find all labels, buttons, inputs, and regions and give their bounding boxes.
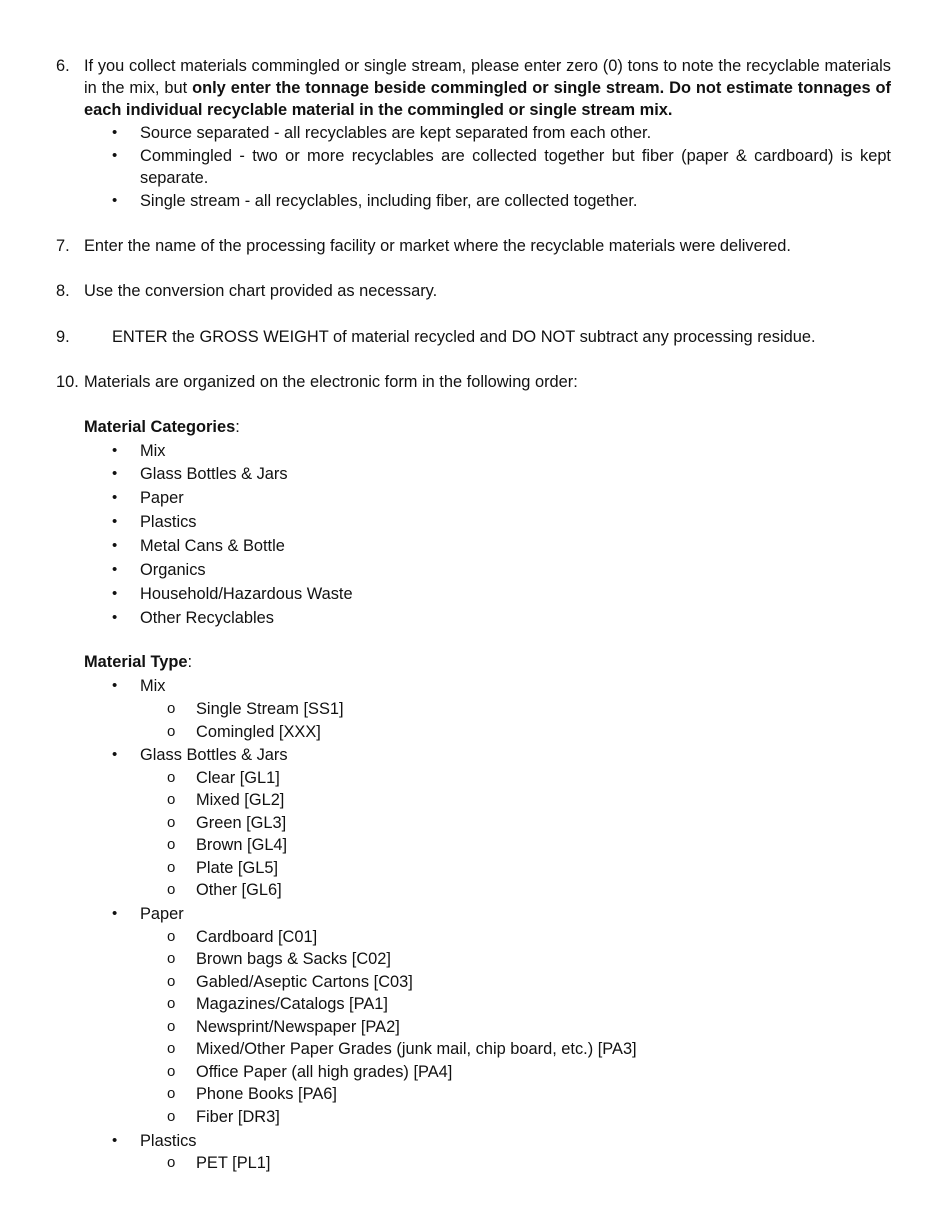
bullet-icon: •: [112, 465, 118, 482]
item-9-text: ENTER the GROSS WEIGHT of material recycled and DO NOT subtract any processing residue.: [112, 328, 816, 346]
bullet-icon: •: [112, 147, 118, 164]
item-10-text: Materials are organized on the electronic form in the following order:: [84, 373, 578, 391]
circle-bullet-icon: o: [167, 1040, 176, 1057]
category-item: Other Recyclables: [140, 609, 274, 627]
bullet-icon: •: [112, 609, 118, 626]
type-item: Green [GL3]: [196, 814, 287, 832]
type-item: Comingled [XXX]: [196, 723, 321, 741]
type-item: PET [PL1]: [196, 1154, 271, 1172]
type-item: Phone Books [PA6]: [196, 1085, 337, 1103]
item-6-paragraph: [84, 55, 891, 121]
circle-bullet-icon: o: [167, 859, 176, 876]
circle-bullet-icon: o: [167, 1085, 176, 1102]
circle-bullet-icon: o: [167, 700, 176, 717]
item-8-text: Use the conversion chart provided as necessary.: [84, 282, 438, 300]
circle-bullet-icon: o: [167, 836, 176, 853]
type-item: Plate [GL5]: [196, 859, 279, 877]
circle-bullet-icon: o: [167, 950, 176, 967]
bullet-icon: •: [112, 489, 118, 506]
type-item: Fiber [DR3]: [196, 1108, 280, 1126]
item-9-number: 9.: [56, 328, 70, 346]
type-item: Office Paper (all high grades) [PA4]: [196, 1063, 453, 1081]
type-item: Other [GL6]: [196, 881, 282, 899]
bullet-icon: •: [112, 192, 118, 209]
circle-bullet-icon: o: [167, 814, 176, 831]
type-group-name: Paper: [140, 905, 184, 923]
category-item: Metal Cans & Bottle: [140, 537, 285, 555]
category-item: Household/Hazardous Waste: [140, 585, 353, 603]
type-item: Magazines/Catalogs [PA1]: [196, 995, 388, 1013]
type-item: Single Stream [SS1]: [196, 700, 344, 718]
type-group-name: Plastics: [140, 1132, 197, 1150]
type-item: Brown bags & Sacks [C02]: [196, 950, 391, 968]
circle-bullet-icon: o: [167, 791, 176, 808]
circle-bullet-icon: o: [167, 1063, 176, 1080]
circle-bullet-icon: o: [167, 769, 176, 786]
circle-bullet-icon: o: [167, 1018, 176, 1035]
circle-bullet-icon: o: [167, 1154, 176, 1171]
item-6-bullet-source-separated: Source separated - all recyclables are kept separated from each other.: [140, 124, 652, 142]
bullet-icon: •: [112, 746, 118, 763]
bullet-icon: •: [112, 585, 118, 602]
type-item: Mixed/Other Paper Grades (junk mail, chip board, etc.) [PA3]: [196, 1040, 637, 1058]
bullet-icon: •: [112, 442, 118, 459]
type-item: Newsprint/Newspaper [PA2]: [196, 1018, 400, 1036]
bullet-icon: •: [112, 1132, 118, 1149]
type-item: Clear [GL1]: [196, 769, 280, 787]
material-type-heading: Material Type:: [84, 653, 193, 671]
bullet-icon: •: [112, 537, 118, 554]
type-group-name: Glass Bottles & Jars: [140, 746, 288, 764]
item-6-bold-text: only enter the tonnage beside commingled or single stream. Do not estimate tonnages of each individual recyclable material in the commingled or single stream mix.: [84, 79, 891, 119]
circle-bullet-icon: o: [167, 928, 176, 945]
type-item: Brown [GL4]: [196, 836, 288, 854]
type-item: Cardboard [C01]: [196, 928, 318, 946]
circle-bullet-icon: o: [167, 1108, 176, 1125]
item-6-bullet-commingled: Commingled - two or more recyclables are collected together but fiber (paper & cardboard) is kept separate.: [140, 147, 891, 187]
material-categories-heading: Material Categories:: [84, 418, 240, 436]
circle-bullet-icon: o: [167, 973, 176, 990]
category-item: Paper: [140, 489, 184, 507]
item-7-text: Enter the name of the processing facility or market where the recyclable materials were delivered.: [84, 237, 791, 255]
bullet-icon: •: [112, 561, 118, 578]
item-10-number: 10.: [56, 373, 79, 391]
item-6-number: 6.: [56, 57, 70, 75]
circle-bullet-icon: o: [167, 723, 176, 740]
item-7-number: 7.: [56, 237, 70, 255]
category-item: Mix: [140, 442, 166, 460]
category-item: Organics: [140, 561, 206, 579]
type-group-name: Mix: [140, 677, 166, 695]
circle-bullet-icon: o: [167, 881, 176, 898]
circle-bullet-icon: o: [167, 995, 176, 1012]
category-item: Plastics: [140, 513, 197, 531]
type-item: Gabled/Aseptic Cartons [C03]: [196, 973, 413, 991]
bullet-icon: •: [112, 905, 118, 922]
type-item: Mixed [GL2]: [196, 791, 285, 809]
bullet-icon: •: [112, 124, 118, 141]
item-6-bullet-single-stream: Single stream - all recyclables, including fiber, are collected together.: [140, 192, 638, 210]
item-8-number: 8.: [56, 282, 70, 300]
category-item: Glass Bottles & Jars: [140, 465, 288, 483]
item-6-text: If you collect materials commingled or single stream, please enter zero (0) tons to note the recyclable materials in the mix, but: [84, 57, 891, 97]
bullet-icon: •: [112, 677, 118, 694]
bullet-icon: •: [112, 513, 118, 530]
